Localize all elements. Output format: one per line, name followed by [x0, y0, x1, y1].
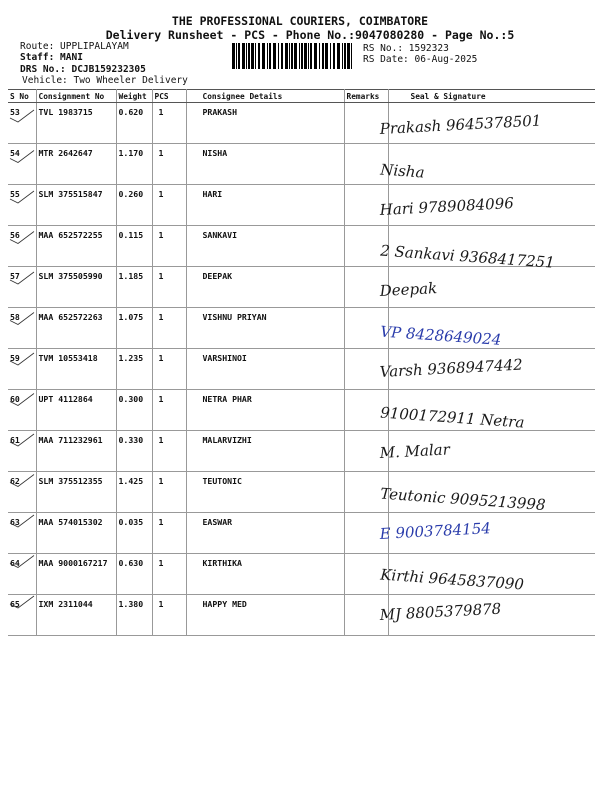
consignment-cell: MAA 9000167217	[36, 554, 116, 595]
signature-cell	[388, 472, 595, 513]
sno-cell: 58	[8, 308, 36, 349]
consignment-cell: MAA 711232961	[36, 431, 116, 472]
remarks-cell	[344, 554, 388, 595]
pcs-cell: 1	[152, 513, 186, 554]
pcs-cell: 1	[152, 226, 186, 267]
signature-cell	[388, 185, 595, 226]
barcode-bar	[248, 43, 250, 69]
consignee-cell: NETRA PHAR	[186, 390, 344, 431]
table-header-row	[8, 90, 595, 103]
consignment-cell: MTR 2642647	[36, 144, 116, 185]
consignee-cell: NISHA	[186, 144, 344, 185]
vehicle-label: Vehicle: Two Wheeler Delivery	[22, 75, 188, 86]
weight-cell: 0.330	[116, 431, 152, 472]
signature-scribble: Varsh 9368947442	[379, 355, 524, 381]
signature-cell	[388, 103, 595, 144]
sno-cell: 60	[8, 390, 36, 431]
barcode-bar	[344, 43, 346, 69]
consignment-cell: MAA 574015302	[36, 513, 116, 554]
sno-cell: 65	[8, 595, 36, 636]
consignee-cell: MALARVIZHI	[186, 431, 344, 472]
barcode-bar	[299, 43, 300, 69]
consignee-cell: VISHNU PRIYAN	[186, 308, 344, 349]
barcode-bar	[337, 43, 340, 69]
remarks-cell	[344, 472, 388, 513]
remarks-cell	[344, 349, 388, 390]
remarks-cell	[344, 103, 388, 144]
consignment-cell: SLM 375512355	[36, 472, 116, 513]
signature-cell	[388, 431, 595, 472]
barcode-bar	[267, 43, 268, 69]
sno-cell: 56	[8, 226, 36, 267]
col-weight: Weight	[116, 90, 152, 103]
barcode-bar	[232, 43, 235, 69]
pcs-cell: 1	[152, 144, 186, 185]
col-sno: S No	[8, 90, 36, 103]
staff-label: Staff: MANI	[20, 52, 83, 63]
signature-scribble: Deepak	[379, 279, 438, 300]
signature-scribble: Prakash 9645378501	[379, 111, 542, 138]
barcode-bar	[314, 43, 317, 69]
pcs-cell: 1	[152, 390, 186, 431]
remarks-cell	[344, 595, 388, 636]
signature-scribble: M. Malar	[379, 440, 451, 462]
barcode-bar	[342, 43, 343, 69]
pcs-cell: 1	[152, 554, 186, 595]
col-pcs: PCS	[152, 90, 186, 103]
barcode-bar	[319, 43, 320, 69]
runsheet-title: Delivery Runsheet - PCS - Phone No.:9047080280 - Page No.:5	[105, 28, 515, 42]
barcode-bar	[304, 43, 307, 69]
weight-cell: 0.035	[116, 513, 152, 554]
table-row	[8, 308, 595, 349]
barcode-bar	[236, 43, 237, 69]
table-row	[8, 431, 595, 472]
remarks-cell	[344, 185, 388, 226]
barcode-bar	[262, 43, 265, 69]
signature-scribble: E 9003784154	[379, 519, 492, 543]
table-row	[8, 103, 595, 144]
signature-cell	[388, 390, 595, 431]
remarks-cell	[344, 513, 388, 554]
consignee-cell: VARSHINOI	[186, 349, 344, 390]
table-row	[8, 226, 595, 267]
signature-cell	[388, 554, 595, 595]
consignee-cell: TEUTONIC	[186, 472, 344, 513]
pcs-cell: 1	[152, 308, 186, 349]
sno-cell: 62	[8, 472, 36, 513]
barcode-bar	[242, 43, 245, 69]
consignment-cell: TVM 10553418	[36, 349, 116, 390]
barcode-bar	[251, 43, 254, 69]
barcode-bar	[246, 43, 247, 69]
sno-cell: 53	[8, 103, 36, 144]
barcode-bar	[278, 43, 279, 69]
table-row	[8, 390, 595, 431]
barcode-bar	[269, 43, 271, 69]
col-consignee: Consignee Details	[186, 90, 344, 103]
runsheet-table	[8, 89, 595, 636]
signature-scribble: Hari 9789084096	[379, 193, 515, 219]
barcode-bar	[301, 43, 303, 69]
col-signature: Seal & Signature	[388, 90, 595, 103]
table-row	[8, 595, 595, 636]
consignment-cell: SLM 375515847	[36, 185, 116, 226]
rs-no-label: RS No.: 1592323	[363, 43, 449, 54]
pcs-cell: 1	[152, 472, 186, 513]
signature-scribble: Kirthi 9645837090	[379, 565, 525, 594]
drs-label: DRS No.: DCJB159232305	[20, 64, 146, 75]
weight-cell: 1.075	[116, 308, 152, 349]
consignee-cell: EASWAR	[186, 513, 344, 554]
consignee-cell: KIRTHIKA	[186, 554, 344, 595]
weight-cell: 0.260	[116, 185, 152, 226]
barcode-bar	[325, 43, 328, 69]
weight-cell: 1.235	[116, 349, 152, 390]
barcode-bar	[347, 43, 350, 69]
pcs-cell: 1	[152, 103, 186, 144]
consignee-cell: PRAKASH	[186, 103, 344, 144]
table-row	[8, 554, 595, 595]
barcode-bar	[291, 43, 293, 69]
consignment-cell: MAA 652572255	[36, 226, 116, 267]
table-row	[8, 267, 595, 308]
barcode-bar	[281, 43, 283, 69]
sno-cell: 63	[8, 513, 36, 554]
pcs-cell: 1	[152, 185, 186, 226]
sno-cell: 59	[8, 349, 36, 390]
table-row	[8, 472, 595, 513]
remarks-cell	[344, 390, 388, 431]
weight-cell: 0.115	[116, 226, 152, 267]
barcode	[232, 43, 354, 69]
barcode-bar	[238, 43, 240, 69]
barcode-bar	[351, 43, 352, 69]
consignee-cell: HAPPY MED	[186, 595, 344, 636]
sno-cell: 64	[8, 554, 36, 595]
remarks-cell	[344, 226, 388, 267]
barcode-bar	[285, 43, 288, 69]
barcode-bar	[255, 43, 256, 69]
route-label: Route: UPPLIPALAYAM	[20, 41, 129, 52]
signature-cell	[388, 308, 595, 349]
signature-scribble: Nisha	[379, 160, 426, 182]
sno-cell: 57	[8, 267, 36, 308]
barcode-bar	[330, 43, 331, 69]
consignment-cell: TVL 1983715	[36, 103, 116, 144]
barcode-bar	[310, 43, 312, 69]
consignment-cell: UPT 4112864	[36, 390, 116, 431]
sno-cell: 54	[8, 144, 36, 185]
company-title: THE PROFESSIONAL COURIERS, COIMBATORE	[171, 14, 429, 28]
table-row	[8, 144, 595, 185]
consignment-cell: MAA 652572263	[36, 308, 116, 349]
barcode-bar	[258, 43, 260, 69]
weight-cell: 0.630	[116, 554, 152, 595]
signature-scribble: VP 8428649024	[379, 322, 502, 349]
pcs-cell: 1	[152, 431, 186, 472]
consignee-cell: HARI	[186, 185, 344, 226]
table-row	[8, 349, 595, 390]
signature-scribble: MJ 8805379878	[379, 599, 502, 624]
sno-cell: 55	[8, 185, 36, 226]
consignment-cell: IXM 2311044	[36, 595, 116, 636]
col-consignment: Consignment No	[36, 90, 116, 103]
pcs-cell: 1	[152, 595, 186, 636]
weight-cell: 1.380	[116, 595, 152, 636]
remarks-cell	[344, 144, 388, 185]
weight-cell: 0.300	[116, 390, 152, 431]
weight-cell: 1.185	[116, 267, 152, 308]
signature-cell	[388, 267, 595, 308]
remarks-cell	[344, 308, 388, 349]
barcode-bar	[333, 43, 335, 69]
pcs-cell: 1	[152, 349, 186, 390]
consignment-cell: SLM 375505990	[36, 267, 116, 308]
weight-cell: 1.425	[116, 472, 152, 513]
barcode-bar	[294, 43, 297, 69]
weight-cell: 0.620	[116, 103, 152, 144]
signature-scribble: 9100172911 Netra	[379, 403, 525, 432]
signature-scribble: Teutonic 9095213998	[379, 484, 547, 515]
table-row	[8, 513, 595, 554]
barcode-bar	[273, 43, 276, 69]
signature-cell	[388, 144, 595, 185]
consignee-cell: SANKAVI	[186, 226, 344, 267]
barcode-bar	[289, 43, 290, 69]
weight-cell: 1.170	[116, 144, 152, 185]
remarks-cell	[344, 431, 388, 472]
table-row	[8, 185, 595, 226]
signature-cell	[388, 513, 595, 554]
consignee-cell: DEEPAK	[186, 267, 344, 308]
signature-cell	[388, 595, 595, 636]
sno-cell: 61	[8, 431, 36, 472]
rs-date-label: RS Date: 06-Aug-2025	[363, 54, 478, 65]
pcs-cell: 1	[152, 267, 186, 308]
barcode-bar	[322, 43, 324, 69]
barcode-bar	[308, 43, 309, 69]
signature-cell	[388, 226, 595, 267]
signature-scribble: 2 Sankavi 9368417251	[379, 241, 556, 272]
col-remarks: Remarks	[344, 90, 388, 103]
remarks-cell	[344, 267, 388, 308]
signature-cell	[388, 349, 595, 390]
